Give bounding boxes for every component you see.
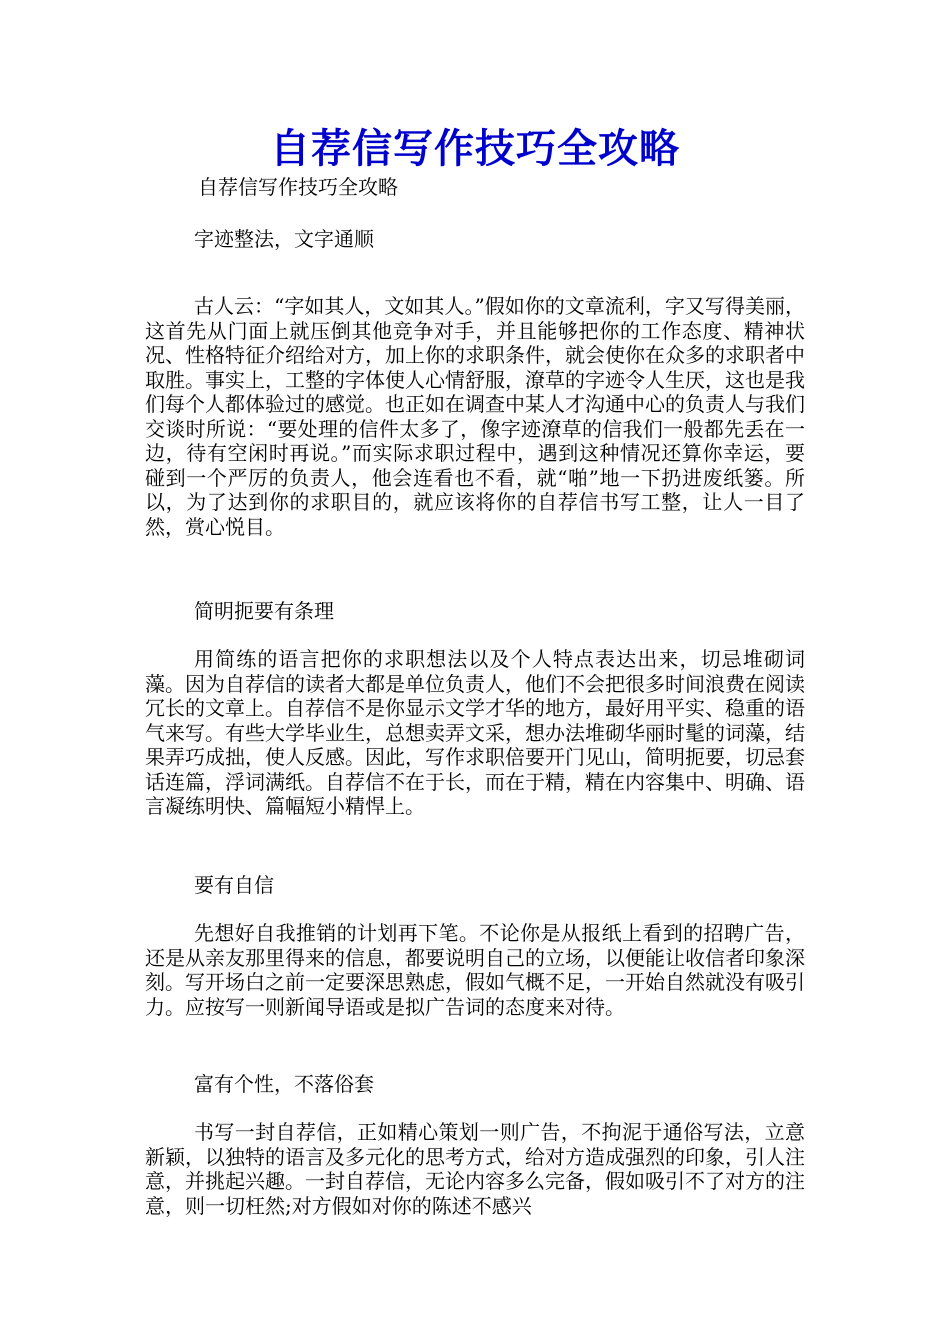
document-title: 自荐信写作技巧全攻略 xyxy=(270,125,680,172)
section-heading-personality: 富有个性，不落俗套 xyxy=(194,1072,374,1096)
section-heading-handwriting: 字迹整法，文字通顺 xyxy=(194,227,374,251)
section-heading-confidence: 要有自信 xyxy=(194,873,274,897)
section-heading-concise: 简明扼要有条理 xyxy=(194,599,334,623)
section-paragraph-personality: 书写一封自荐信，正如精心策划一则广告，不拘泥于通俗写法，立意新颖，以独特的语言及多元化的思考方式，给对方造成强烈的印象，引人注意，并挑起兴趣。一封自荐信，无论内容多么完备，假如吸引不了对方的注意，则一切枉然;对方假如对你的陈述不感兴 xyxy=(145,1120,805,1218)
document-subtitle: 自荐信写作技巧全攻略 xyxy=(198,175,398,199)
section-paragraph-handwriting: 古人云：“字如其人，文如其人。”假如你的文章流利，字又写得美丽，这首先从门面上就压倒其他竞争对手，并且能够把你的工作态度、精神状况、性格特征介绍给对方，加上你的求职条件，就会使你在众多的求职者中取胜。事实上，工整的字体使人心情舒服，潦草的字迹令人生厌，这也是我们每个人都体验过的感觉。也正如在调查中某人才沟通中心的负责人与我们交谈时所说：“要处理的信件太多了，像字迹潦草的信我们一般都先丢在一边，待有空闲时再说。”而实际求职过程中，遇到这种情况还算你幸运，要碰到一个严厉的负责人，他会连看也不看，就“啪”地一下扔进废纸篓。所以，为了达到你的求职目的，就应该将你的自荐信书写工整，让人一目了然，赏心悦目。 xyxy=(145,294,805,539)
section-paragraph-confidence: 先想好自我推销的计划再下笔。不论你是从报纸上看到的招聘广告，还是从亲友那里得来的信息，都要说明自己的立场，以便能让收信者印象深刻。写开场白之前一定要深思熟虑，假如气概不足，一开始自然就没有吸引力。应按写一则新闻导语或是拟广告词的态度来对待。 xyxy=(145,921,805,1019)
section-paragraph-concise: 用简练的语言把你的求职想法以及个人特点表达出来，切忌堆砌词藻。因为自荐信的读者大都是单位负责人，他们不会把很多时间浪费在阅读冗长的文章上。自荐信不是你显示文学才华的地方，最好用平实、稳重的语气来写。有些大学毕业生，总想卖弄文采，想办法堆砌华丽时髦的词藻，结果弄巧成拙，使人反感。因此，写作求职倍要开门见山，简明扼要，切忌套话连篇，浮词满纸。自荐信不在于长，而在于精，精在内容集中、明确、语言凝练明快、篇幅短小精悍上。 xyxy=(145,647,805,818)
